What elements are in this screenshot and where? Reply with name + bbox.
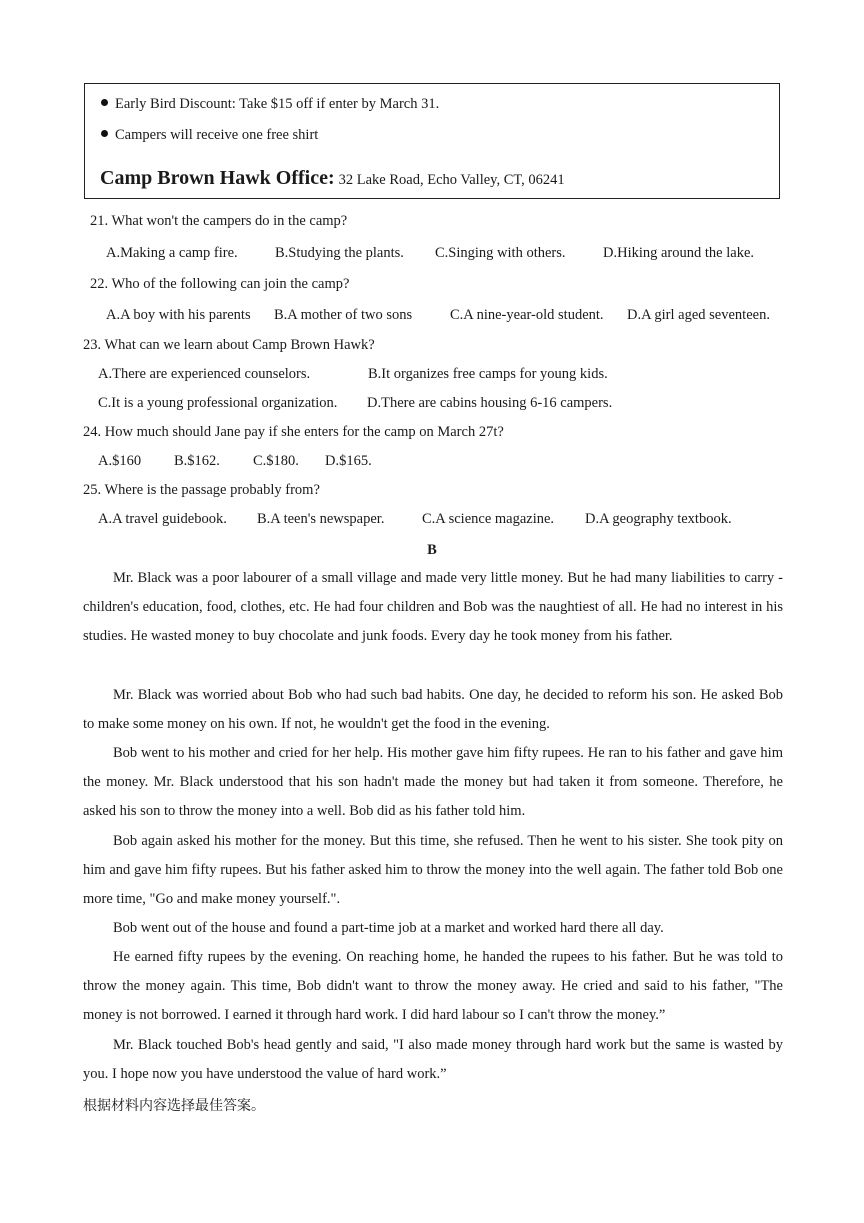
- option-b: B.A teen's newspaper.: [257, 511, 385, 527]
- option-c: C.$180.: [253, 453, 299, 469]
- option-a: A.There are experienced counselors.: [98, 366, 311, 382]
- option-a: A.Making a camp fire.: [106, 245, 238, 261]
- paragraph: Mr. Black was a poor labourer of a small village and made very little money. But he had many liabilities to carry -children's education, food, clothes, etc. He had four children and Bob was the naughtiest of all. He had no interest in his studies. He wasted money to buy chocolate and junk foods. Every day he took money from his father.: [83, 570, 783, 645]
- option-a: A.A travel guidebook.: [98, 511, 227, 527]
- paragraph: Mr. Black was worried about Bob who had such bad habits. One day, he decided to reform his son. He asked Bob to make some money on his own. If not, he wouldn't get the food in the evening.: [83, 687, 783, 733]
- option-d: D.There are cabins housing 6-16 campers.: [367, 395, 613, 411]
- bullet-dot-icon: [101, 99, 108, 106]
- option-b: B.$162.: [174, 453, 220, 469]
- bullet-dot-icon: [101, 130, 108, 137]
- section-title: B: [427, 542, 437, 558]
- question-stem: 23. What can we learn about Camp Brown Hawk?: [83, 337, 375, 353]
- paragraph: Bob went out of the house and found a part-time job at a market and worked hard there all day.: [113, 920, 664, 936]
- notice-bullet: Campers will receive one free shirt: [101, 127, 318, 144]
- question-stem: 25. Where is the passage probably from?: [83, 482, 320, 498]
- office-label: Camp Brown Hawk Office:: [100, 167, 335, 189]
- option-c: C.A nine-year-old student.: [450, 307, 604, 323]
- option-b: B.It organizes free camps for young kids.: [368, 366, 608, 382]
- paragraph: Mr. Black touched Bob's head gently and said, "I also made money through hard work but the same is wasted by you. I hope now you have understood the value of hard work.”: [83, 1037, 783, 1083]
- notice-bullet: Early Bird Discount: Take $15 off if enter by March 31.: [101, 96, 439, 113]
- office-address: 32 Lake Road, Echo Valley, CT, 06241: [338, 172, 565, 188]
- option-d: D.A girl aged seventeen.: [627, 307, 770, 323]
- instruction-text: 根据材料内容选择最佳答案。: [83, 1098, 265, 1114]
- option-d: D.$165.: [325, 453, 372, 469]
- option-a: A.$160: [98, 453, 142, 469]
- option-c: C.A science magazine.: [422, 511, 555, 527]
- option-d: D.Hiking around the lake.: [603, 245, 755, 261]
- option-d: D.A geography textbook.: [585, 511, 732, 527]
- question-stem: 22. Who of the following can join the camp?: [90, 276, 350, 292]
- office-line: [100, 167, 565, 190]
- question-stem: 21. What won't the campers do in the camp?: [90, 213, 348, 229]
- camp-notice-box: [84, 83, 780, 199]
- option-c: C.It is a young professional organization.: [98, 395, 338, 411]
- option-a: A.A boy with his parents: [106, 307, 251, 323]
- option-b: B.A mother of two sons: [274, 307, 413, 323]
- paragraph: He earned fifty rupees by the evening. On reaching home, he handed the rupees to his father. But he was told to throw the money again. This time, Bob didn't want to throw the money away. He cried and said to his father, "The money is not borrowed. I earned it through hard work. I did hard labour so I can't throw the money.”: [83, 949, 783, 1024]
- question-stem: 24. How much should Jane pay if she enters for the camp on March 27t?: [83, 424, 504, 440]
- paragraph: Bob again asked his mother for the money. But this time, she refused. Then he went to his sister. She took pity on him and gave him fifty rupees. But his father asked him to throw the money into the well again. The father told Bob one more time, "Go and make money yourself.".: [83, 833, 783, 908]
- option-c: C.Singing with others.: [435, 245, 566, 261]
- option-b: B.Studying the plants.: [275, 245, 404, 261]
- paragraph: Bob went to his mother and cried for her help. His mother gave him fifty rupees. He ran to his father and gave him the money. Mr. Black understood that his son hadn't made the money but had taken it from someone. Therefore, he asked his son to throw the money into a well. Bob did as his father told him.: [83, 745, 783, 820]
